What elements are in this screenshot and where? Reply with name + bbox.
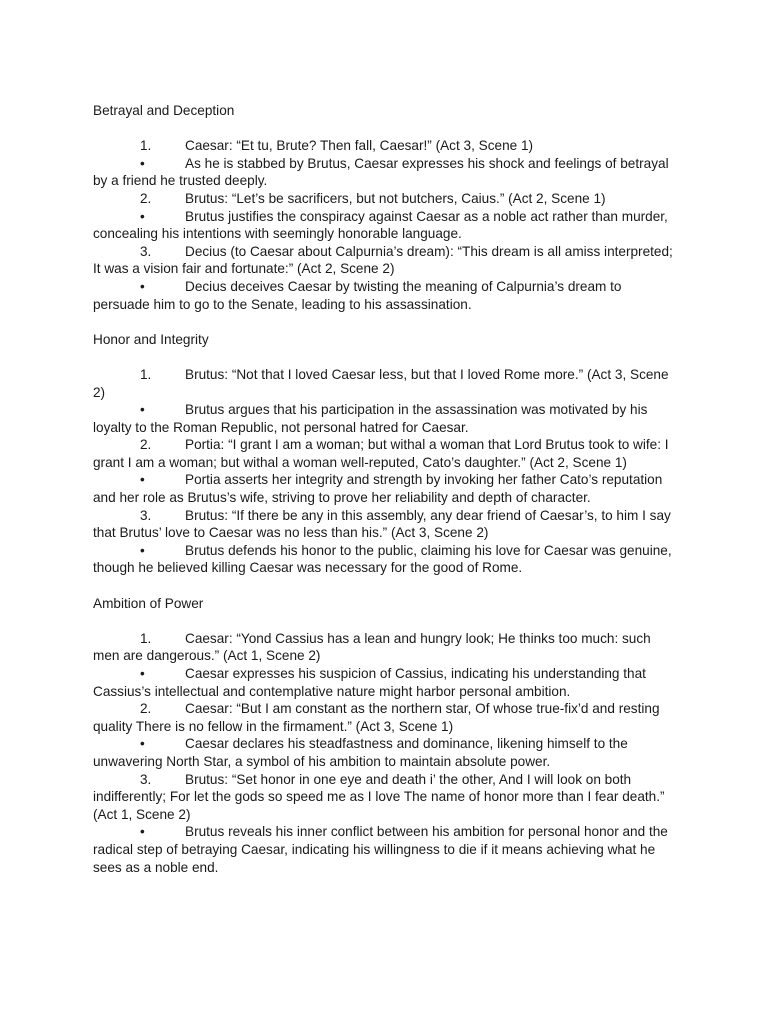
explanation-item xyxy=(93,823,676,876)
item-text: As he is stabbed by Brutus, Caesar expresses his shock and feelings of betrayal by a friend he trusted deeply. xyxy=(93,155,669,189)
item-text: Decius (to Caesar about Calpurnia’s dream): “This dream is all amiss interpreted; It was a vision fair and fortunate:” (Act 2, Scene 2) xyxy=(93,243,673,277)
section-items xyxy=(93,630,676,876)
item-text: Portia: “I grant I am a woman; but withal a woman that Lord Brutus took to wife: I grant I am a woman; but withal a woman well-reputed, Cato’s daughter.” (Act 2, Scene 1) xyxy=(93,437,669,470)
list-number: 3. xyxy=(140,771,152,787)
explanation-item xyxy=(93,542,676,577)
bullet-marker: • xyxy=(140,155,145,171)
list-number: 3. xyxy=(140,507,152,523)
item-text: Portia asserts her integrity and strength by invoking her father Cato’s reputation and her role as Brutus’s wife, striving to prove her reliability and depth of character. xyxy=(93,472,663,506)
bullet-marker: • xyxy=(140,542,145,558)
section-title: Honor and Integrity xyxy=(93,331,209,347)
item-text: Brutus reveals his inner conflict between his ambition for personal honor and the radical step of betraying Caesar, indicating his willingness to die if it means achieving what he sees as a noble end. xyxy=(93,824,668,875)
section-title: Betrayal and Deception xyxy=(93,103,235,118)
explanation-item xyxy=(93,401,676,436)
bullet-marker: • xyxy=(140,736,145,752)
explanation-item xyxy=(93,735,676,770)
item-text: Brutus justifies the conspiracy against Caesar as a noble act rather than murder, concealing his intentions with seemingly honorable language. xyxy=(93,208,668,242)
section xyxy=(93,102,676,313)
explanation-item xyxy=(93,665,676,700)
explanation-item xyxy=(93,471,676,506)
section xyxy=(93,331,676,577)
item-text: Caesar declares his steadfastness and dominance, likening himself to the unwavering North Star, a symbol of his ambition to maintain absolute power. xyxy=(93,736,628,769)
section-title: Ambition of Power xyxy=(93,595,204,611)
explanation-item xyxy=(93,278,676,313)
item-text: Brutus: “Let’s be sacrificers, but not butchers, Caius.” (Act 2, Scene 1) xyxy=(185,190,606,206)
explanation-item xyxy=(93,208,676,243)
bullet-marker: • xyxy=(140,824,145,840)
item-text: Brutus argues that his participation in the assassination was motivated by his loyalty to the Roman Republic, not personal hatred for Caesar. xyxy=(93,402,648,435)
quote-item xyxy=(93,771,676,824)
list-number: 2. xyxy=(140,437,152,453)
section-items xyxy=(93,137,676,313)
item-text: Brutus defends his honor to the public, claiming his love for Caesar was genuine, though he believed killing Caesar was necessary for the good of Rome. xyxy=(93,542,672,576)
bullet-marker: • xyxy=(140,666,145,681)
item-text: Brutus: “Not that I loved Caesar less, but that I loved Rome more.” (Act 3, Scene 2) xyxy=(93,366,669,400)
item-text: Caesar: “But I am constant as the northern star, Of whose true-fix’d and resting quality There is no fellow in the firmament.” (Act 3, Scene 1) xyxy=(93,701,660,734)
bullet-marker: • xyxy=(140,278,145,294)
section-items xyxy=(93,366,676,577)
quote-item xyxy=(93,436,676,471)
list-number: 1. xyxy=(140,138,152,154)
quote-item xyxy=(93,507,676,542)
quote-item xyxy=(93,137,676,155)
item-text: Caesar: “Yond Cassius has a lean and hungry look; He thinks too much: such men are dangerous.” (Act 1, Scene 2) xyxy=(93,630,651,664)
quote-item xyxy=(93,190,676,208)
list-number: 2. xyxy=(140,701,152,717)
section xyxy=(93,595,676,877)
item-text: Decius deceives Caesar by twisting the meaning of Calpurnia’s dream to persuade him to go to the Senate, leading to his assassination. xyxy=(93,278,622,312)
quote-item xyxy=(93,243,676,278)
bullet-marker: • xyxy=(140,402,145,418)
bullet-marker: • xyxy=(140,208,145,224)
list-number: 1. xyxy=(140,630,152,646)
quote-item xyxy=(93,366,676,401)
item-text: Brutus: “If there be any in this assembly, any dear friend of Caesar’s, to him I say that Brutus’ love to Caesar was no less than his.” (Act 3, Scene 2) xyxy=(93,507,671,541)
item-text: Brutus: “Set honor in one eye and death i’ the other, And I will look on both indifferently; For let the gods so speed me as I love The name of honor more than I fear death.” (Act 1, Scene 2) xyxy=(93,771,665,822)
list-number: 2. xyxy=(140,190,152,206)
explanation-item xyxy=(93,155,676,190)
item-text: Caesar expresses his suspicion of Cassius, indicating his understanding that Cassius’s intellectual and contemplative nature might harbor personal ambition. xyxy=(93,666,646,699)
item-text: Caesar: “Et tu, Brute? Then fall, Caesar!” (Act 3, Scene 1) xyxy=(185,138,534,154)
quote-item xyxy=(93,700,676,735)
bullet-marker: • xyxy=(140,472,145,488)
document-body xyxy=(93,102,676,876)
list-number: 1. xyxy=(140,366,152,382)
quote-item xyxy=(93,630,676,665)
list-number: 3. xyxy=(140,243,152,259)
